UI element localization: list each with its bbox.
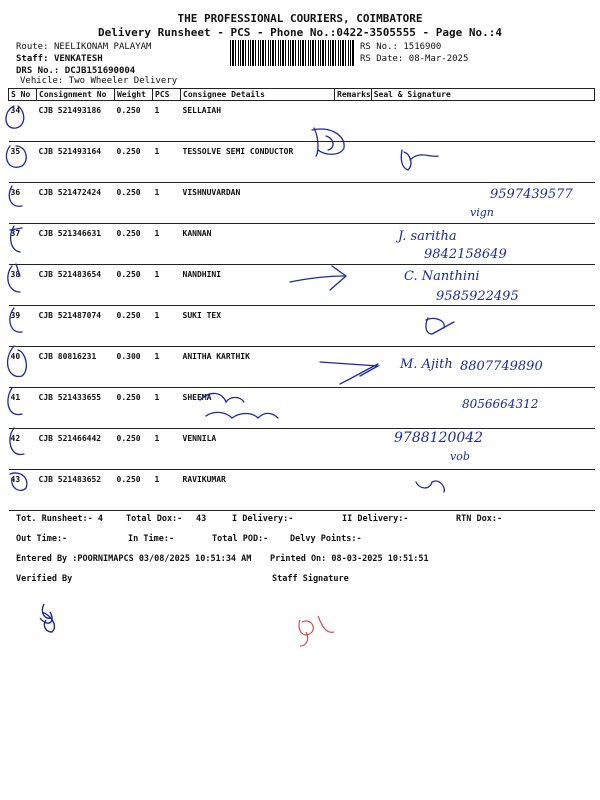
handwritten-name: vob <box>450 450 470 463</box>
cell-consignment: CJB 521493186 <box>37 101 115 142</box>
tick-mark <box>6 146 26 167</box>
cell-weight: 0.250 <box>115 470 153 511</box>
handwritten-phone: 9842158649 <box>424 247 507 262</box>
cell-weight: 0.250 <box>115 265 153 306</box>
rs-no-label: RS No.: <box>360 42 398 52</box>
cell-consignment: CJB 521433655 <box>37 388 115 429</box>
tick-mark <box>8 388 22 415</box>
handwritten-name: vign <box>470 206 494 219</box>
arrow-mark <box>290 266 346 290</box>
cell-consignee: VENNILA <box>181 429 335 470</box>
rs-date-value: 08-Mar-2025 <box>408 54 469 64</box>
cell-weight: 0.250 <box>115 429 153 470</box>
out-time: Out Time:- <box>16 534 68 544</box>
signature-scribble <box>401 150 438 170</box>
col-pcs: PCS <box>153 89 181 101</box>
staff-label: Staff: <box>16 54 49 64</box>
delvy-points: Delvy Points:- <box>290 534 362 544</box>
rs-no-value: 1516900 <box>403 42 442 52</box>
handwritten-phone: 9585922495 <box>436 289 519 304</box>
cell-pcs: 1 <box>153 101 181 142</box>
cell-weight: 0.250 <box>115 101 153 142</box>
signature-scribble <box>426 318 454 334</box>
cell-consignee: NANDHINI <box>181 265 335 306</box>
col-consignment: Consignment No <box>37 89 115 101</box>
cell-sno: 39 <box>9 306 37 347</box>
cell-consignment: CJB 521483652 <box>37 470 115 511</box>
cell-consignee: SUKI TEX <box>181 306 335 347</box>
cell-sno: 43 <box>9 470 37 511</box>
cell-consignment: CJB 521466442 <box>37 429 115 470</box>
cell-pcs: 1 <box>153 470 181 511</box>
vehicle-value: Two Wheeler Delivery <box>68 76 178 86</box>
cell-sno: 40 <box>9 347 37 388</box>
cell-sno: 42 <box>9 429 37 470</box>
entered-by: Entered By :POORNIMAPCS 03/08/2025 10:51:34 AM <box>16 554 252 564</box>
tick-mark <box>8 264 20 292</box>
staff-signature: Staff Signature <box>272 574 349 584</box>
company-title: THE PROFESSIONAL COURIERS, COIMBATORE <box>177 12 423 25</box>
drs-label: DRS No.: <box>16 66 60 76</box>
arrow-mark <box>320 362 378 384</box>
route-value: NEELIKONAM PALAYAM <box>53 42 152 52</box>
cell-consignment: CJB 521487074 <box>37 306 115 347</box>
cell-consignee: KANNAN <box>181 224 335 265</box>
staff-value: VENKATESH <box>53 54 103 64</box>
tick-mark <box>10 473 27 490</box>
drs-value: DCJB151690004 <box>64 66 136 76</box>
cell-pcs: 1 <box>153 347 181 388</box>
tick-mark <box>6 106 24 128</box>
cell-consignment: CJB 80816231 <box>37 347 115 388</box>
cell-sno: 34 <box>9 101 37 142</box>
cell-consignee: VISHNUVARDAN <box>181 183 335 224</box>
signature-scribble <box>200 393 278 418</box>
handwritten-phone: 8056664312 <box>462 397 539 411</box>
cell-weight: 0.250 <box>115 183 153 224</box>
col-weight: Weight <box>115 89 153 101</box>
cell-weight: 0.250 <box>115 224 153 265</box>
col-remarks: Remarks <box>335 89 372 101</box>
tick-mark <box>9 186 22 206</box>
cell-pcs: 1 <box>153 265 181 306</box>
cell-pcs: 1 <box>153 429 181 470</box>
cell-weight: 0.250 <box>115 142 153 183</box>
total-dox-label: Total Dox:- <box>126 514 183 524</box>
handwritten-phone: 9597439577 <box>490 187 573 202</box>
cell-pcs: 1 <box>153 183 181 224</box>
total-dox-value: 43 <box>196 514 207 524</box>
col-signature: Seal & Signature <box>371 89 594 101</box>
cell-sno: 41 <box>9 388 37 429</box>
handwritten-phone: 9788120042 <box>394 430 484 446</box>
cell-consignment: CJB 521472424 <box>37 183 115 224</box>
cell-consignee: SELLAIAH <box>181 101 335 142</box>
i-delivery: I Delivery:- <box>232 514 294 524</box>
cell-sno: 37 <box>9 224 37 265</box>
signature-scribble <box>416 481 444 492</box>
verified-signature <box>40 604 54 632</box>
signature-scribble <box>312 128 344 156</box>
cell-weight: 0.250 <box>115 306 153 347</box>
ii-delivery: II Delivery:- <box>342 514 409 524</box>
vehicle-label: Vehicle: <box>20 76 64 86</box>
cell-weight: 0.300 <box>115 347 153 388</box>
handwritten-phone: 8807749890 <box>460 359 543 374</box>
tick-mark <box>10 428 24 455</box>
cell-consignee: SHEEMA <box>181 388 335 429</box>
total-pod: Total POD:- <box>212 534 269 544</box>
tick-mark <box>10 308 22 332</box>
col-sno: S No <box>9 89 37 101</box>
rs-date-label: RS Date: <box>360 54 404 64</box>
tick-mark <box>10 226 22 252</box>
cell-weight: 0.250 <box>115 388 153 429</box>
route-label: Route: <box>16 42 49 52</box>
cell-consignee: TESSOLVE SEMI CONDUCTOR <box>181 142 335 183</box>
cell-pcs: 1 <box>153 388 181 429</box>
handwritten-name: C. Nanthini <box>404 269 480 284</box>
cell-consignment: CJB 521483654 <box>37 265 115 306</box>
col-consignee: Consignee Details <box>181 89 335 101</box>
printed-on: Printed On: 08-03-2025 10:51:51 <box>270 554 429 564</box>
rtn-dox: RTN Dox:- <box>456 514 503 524</box>
cell-consignee: RAVIKUMAR <box>181 470 335 511</box>
cell-consignee: ANITHA KARTHIK <box>181 347 335 388</box>
cell-sno: 35 <box>9 142 37 183</box>
cell-pcs: 1 <box>153 224 181 265</box>
cell-pcs: 1 <box>153 142 181 183</box>
tot-runsheet: Tot. Runsheet:- 4 <box>16 514 103 524</box>
handwritten-name: J. saritha <box>398 229 457 244</box>
cell-sno: 36 <box>9 183 37 224</box>
cell-sno: 38 <box>9 265 37 306</box>
in-time: In Time:- <box>128 534 175 544</box>
staff-signature-mark <box>299 616 334 646</box>
cell-consignment: CJB 521493164 <box>37 142 115 183</box>
cell-consignment: CJB 521346631 <box>37 224 115 265</box>
handwritten-name: M. Ajith <box>400 357 453 372</box>
verified-by: Verified By <box>16 574 73 584</box>
tick-mark <box>8 346 27 377</box>
runsheet-subtitle: Delivery Runsheet - PCS - Phone No.:0422-3505555 - Page No.:4 <box>98 26 502 39</box>
cell-pcs: 1 <box>153 306 181 347</box>
